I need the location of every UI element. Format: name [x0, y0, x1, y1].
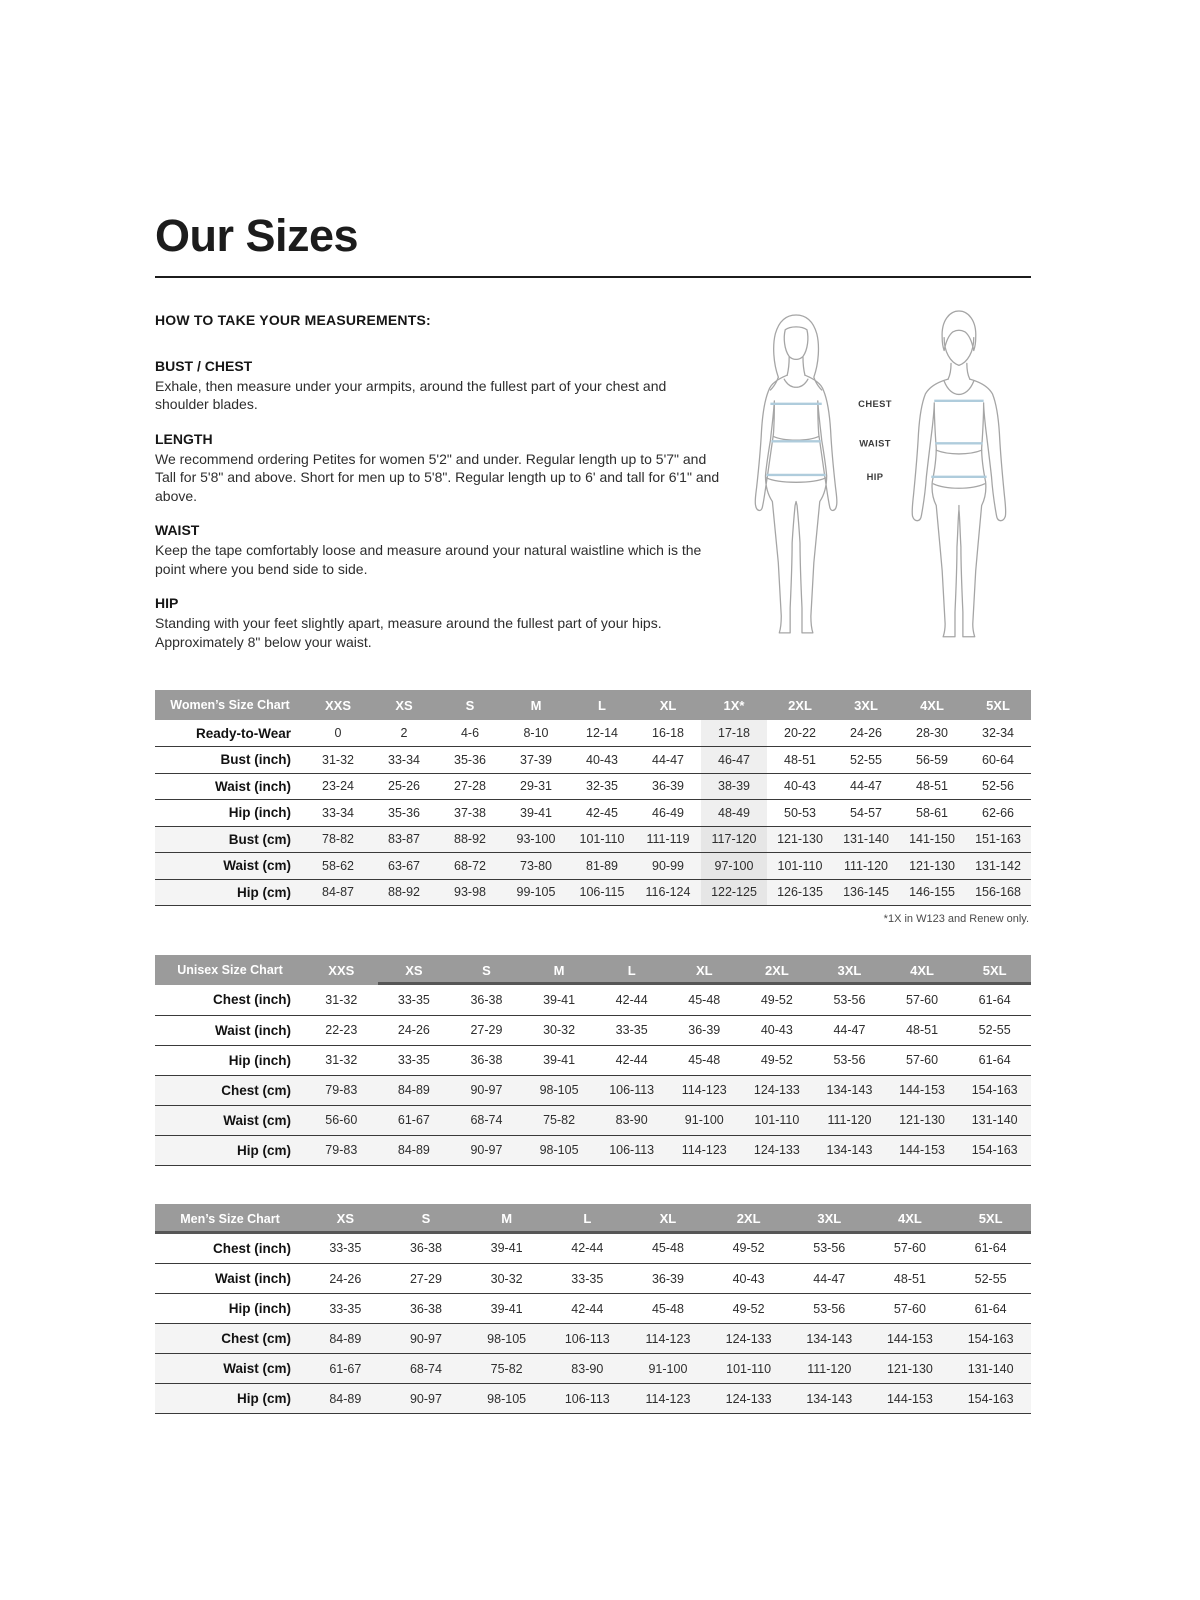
size-cell: 111-120 [813, 1105, 886, 1135]
size-cell: 37-39 [503, 747, 569, 774]
size-cell: 45-48 [668, 985, 741, 1015]
size-cell: 111-120 [833, 853, 899, 880]
size-cell: 114-123 [628, 1384, 709, 1414]
size-cell: 90-97 [450, 1075, 523, 1105]
column-header-xs: XS [371, 690, 437, 720]
size-cell: 42-44 [547, 1234, 628, 1264]
size-cell: 39-41 [466, 1294, 547, 1324]
size-cell: 114-123 [628, 1324, 709, 1354]
size-cell: 91-100 [628, 1354, 709, 1384]
size-cell: 33-35 [595, 1015, 668, 1045]
size-cell: 27-28 [437, 773, 503, 800]
size-cell: 93-98 [437, 879, 503, 906]
size-cell: 54-57 [833, 800, 899, 827]
size-cell: 23-24 [305, 773, 371, 800]
size-cell: 32-35 [569, 773, 635, 800]
size-cell: 60-64 [965, 747, 1031, 774]
unisex-size-chart [155, 955, 1031, 1166]
size-cell: 114-123 [668, 1075, 741, 1105]
size-cell: 146-155 [899, 879, 965, 906]
size-cell: 83-87 [371, 826, 437, 853]
section-title: LENGTH [155, 430, 213, 447]
size-cell: 33-35 [547, 1264, 628, 1294]
size-cell: 39-41 [523, 1045, 596, 1075]
section-title: BUST / CHEST [155, 358, 253, 374]
column-header-s: S [437, 690, 503, 720]
table-row [155, 985, 1031, 1015]
size-cell: 32-34 [965, 720, 1031, 747]
row-label: Hip (cm) [155, 1135, 305, 1165]
size-cell: 4-6 [437, 720, 503, 747]
column-header-5xl: 5XL [958, 955, 1031, 985]
size-cell: 36-39 [668, 1015, 741, 1045]
size-cell: 8-10 [503, 720, 569, 747]
size-cell: 48-51 [899, 773, 965, 800]
column-header-4xl: 4XL [886, 955, 959, 985]
size-cell: 53-56 [789, 1234, 870, 1264]
size-cell: 154-163 [958, 1135, 1031, 1165]
chest-label: CHEST [858, 398, 892, 409]
size-cell: 56-59 [899, 747, 965, 774]
size-cell: 53-56 [813, 985, 886, 1015]
size-cell: 42-44 [547, 1294, 628, 1324]
size-cell: 52-55 [833, 747, 899, 774]
section-title: WAIST [155, 522, 200, 539]
size-cell: 42-44 [595, 985, 668, 1015]
column-header-m: M [466, 1204, 547, 1234]
size-cell: 0 [305, 720, 371, 747]
size-cell: 31-32 [305, 747, 371, 774]
size-cell: 35-36 [371, 800, 437, 827]
size-cell: 33-35 [378, 1045, 451, 1075]
size-cell: 121-130 [899, 853, 965, 880]
size-cell: 33-35 [378, 985, 451, 1015]
size-cell: 57-60 [870, 1294, 951, 1324]
table-row [155, 1354, 1031, 1384]
size-cell: 88-92 [371, 879, 437, 906]
size-cell: 12-14 [569, 720, 635, 747]
size-chart-footnote: *1X in W123 and Renew only. [883, 913, 1029, 926]
size-cell: 61-67 [378, 1105, 451, 1135]
table-row [155, 1324, 1031, 1354]
table-row [155, 720, 1031, 747]
table-row [155, 1234, 1031, 1264]
size-cell: 29-31 [503, 773, 569, 800]
womens-size-chart [155, 690, 1031, 906]
column-header-s: S [386, 1204, 467, 1234]
size-cell: 154-163 [950, 1324, 1031, 1354]
hip-label: HIP [866, 471, 884, 482]
size-cell: 17-18 [701, 720, 767, 747]
column-header-2xl: 2XL [767, 690, 833, 720]
size-cell: 106-115 [569, 879, 635, 906]
size-cell: 134-143 [789, 1384, 870, 1414]
figure-svg [725, 292, 1031, 642]
size-cell: 136-145 [833, 879, 899, 906]
column-header-xs: XS [378, 955, 451, 985]
body-measurement-illustration [725, 292, 1031, 668]
size-cell: 46-49 [635, 800, 701, 827]
size-cell: 144-153 [870, 1324, 951, 1354]
size-cell: 83-90 [547, 1354, 628, 1384]
column-header-s: S [450, 955, 523, 985]
table-title: Men’s Size Chart [155, 1204, 305, 1234]
size-cell: 98-105 [523, 1135, 596, 1165]
size-cell: 40-43 [569, 747, 635, 774]
column-header-l: L [569, 690, 635, 720]
section-body: Standing with your feet slightly apart, measure around the fullest part of your hips. Approximately 8" below your waist. [155, 615, 662, 650]
size-cell: 90-99 [635, 853, 701, 880]
column-header-xxs: XXS [305, 690, 371, 720]
size-cell: 44-47 [789, 1264, 870, 1294]
column-header-xl: XL [668, 955, 741, 985]
size-cell: 75-82 [523, 1105, 596, 1135]
mens-size-chart [155, 1204, 1031, 1415]
size-cell: 106-113 [547, 1324, 628, 1354]
size-cell: 31-32 [305, 985, 378, 1015]
row-label: Waist (inch) [155, 1015, 305, 1045]
title-divider [155, 276, 1031, 278]
table-row [155, 1075, 1031, 1105]
waist-label: WAIST [859, 438, 891, 449]
size-cell: 39-41 [503, 800, 569, 827]
section-bust-chest [155, 358, 723, 414]
table-row [155, 800, 1031, 827]
size-cell: 68-74 [386, 1354, 467, 1384]
header-row [155, 1204, 1031, 1234]
column-header-5xl: 5XL [950, 1204, 1031, 1234]
table-row [155, 1135, 1031, 1165]
size-cell: 52-56 [965, 773, 1031, 800]
row-label: Chest (inch) [155, 1234, 305, 1264]
size-cell: 126-135 [767, 879, 833, 906]
size-cell: 46-47 [701, 747, 767, 774]
column-header-2xl: 2XL [708, 1204, 789, 1234]
row-label: Hip (cm) [155, 879, 305, 906]
size-cell: 68-72 [437, 853, 503, 880]
unisex-size-chart [155, 955, 1031, 1166]
row-label: Hip (inch) [155, 1294, 305, 1324]
size-cell: 91-100 [668, 1105, 741, 1135]
table-row [155, 826, 1031, 853]
size-cell: 48-51 [870, 1264, 951, 1294]
size-cell: 49-52 [741, 1045, 814, 1075]
table-row [155, 1015, 1031, 1045]
size-cell: 88-92 [437, 826, 503, 853]
size-cell: 24-26 [833, 720, 899, 747]
size-cell: 106-113 [547, 1384, 628, 1414]
column-header-4xl: 4XL [870, 1204, 951, 1234]
size-cell: 68-74 [450, 1105, 523, 1135]
column-header-l: L [547, 1204, 628, 1234]
size-cell: 61-64 [950, 1294, 1031, 1324]
size-cell: 98-105 [523, 1075, 596, 1105]
size-cell: 61-67 [305, 1354, 386, 1384]
size-cell: 48-51 [886, 1015, 959, 1045]
size-cell: 84-89 [305, 1384, 386, 1414]
size-cell: 124-133 [741, 1135, 814, 1165]
size-cell: 30-32 [466, 1264, 547, 1294]
size-cell: 97-100 [701, 853, 767, 880]
size-cell: 111-120 [789, 1354, 870, 1384]
size-cell: 131-142 [965, 853, 1031, 880]
row-label: Chest (cm) [155, 1075, 305, 1105]
size-cell: 2 [371, 720, 437, 747]
size-cell: 53-56 [813, 1045, 886, 1075]
table-title: Women’s Size Chart [155, 690, 305, 720]
size-cell: 121-130 [767, 826, 833, 853]
size-cell: 24-26 [378, 1015, 451, 1045]
size-cell: 58-61 [899, 800, 965, 827]
table-row [155, 1384, 1031, 1414]
instructions-heading: HOW TO TAKE YOUR MEASUREMENTS: [155, 312, 431, 328]
size-cell: 154-163 [958, 1075, 1031, 1105]
table-row [155, 1105, 1031, 1135]
table-title: Unisex Size Chart [155, 955, 305, 985]
row-label: Bust (cm) [155, 826, 305, 853]
size-cell: 101-110 [569, 826, 635, 853]
size-cell: 57-60 [870, 1234, 951, 1264]
size-cell: 62-66 [965, 800, 1031, 827]
size-cell: 57-60 [886, 985, 959, 1015]
row-label: Ready-to-Wear [155, 720, 305, 747]
size-cell: 121-130 [886, 1105, 959, 1135]
size-cell: 49-52 [708, 1234, 789, 1264]
size-cell: 33-34 [371, 747, 437, 774]
size-cell: 151-163 [965, 826, 1031, 853]
size-cell: 38-39 [701, 773, 767, 800]
size-cell: 22-23 [305, 1015, 378, 1045]
size-cell: 33-35 [305, 1234, 386, 1264]
size-cell: 33-34 [305, 800, 371, 827]
size-cell: 131-140 [958, 1105, 1031, 1135]
section-title: HIP [155, 595, 179, 612]
section-length [155, 431, 723, 505]
section-body: Keep the tape comfortably loose and measure around your natural waistline which is the point where you bend side to side. [155, 542, 702, 577]
size-cell: 44-47 [635, 747, 701, 774]
size-cell: 106-113 [595, 1075, 668, 1105]
column-header-5xl: 5XL [965, 690, 1031, 720]
female-figure [755, 315, 837, 633]
size-cell: 144-153 [886, 1075, 959, 1105]
size-cell: 37-38 [437, 800, 503, 827]
size-cell: 30-32 [523, 1015, 596, 1045]
size-cell: 101-110 [708, 1354, 789, 1384]
size-cell: 131-140 [833, 826, 899, 853]
size-cell: 40-43 [741, 1015, 814, 1045]
size-cell: 45-48 [668, 1045, 741, 1075]
header-row [155, 955, 1031, 985]
section-body: We recommend ordering Petites for women 5'2" and under. Regular length up to 5'7" and Tall for 5'8" and above. Short for men up to 5'8". Regular length up to 6' and tall for 6'1" and above. [155, 450, 720, 504]
size-cell: 134-143 [813, 1135, 886, 1165]
size-cell: 114-123 [668, 1135, 741, 1165]
row-label: Waist (inch) [155, 773, 305, 800]
size-cell: 122-125 [701, 879, 767, 906]
column-header-xs: XS [305, 1204, 386, 1234]
row-label: Waist (cm) [155, 853, 305, 880]
measurement-guide [155, 306, 1031, 668]
size-cell: 144-153 [886, 1135, 959, 1165]
size-cell: 31-32 [305, 1045, 378, 1075]
section-hip [155, 595, 723, 651]
size-cell: 116-124 [635, 879, 701, 906]
row-label: Hip (inch) [155, 1045, 305, 1075]
size-cell: 154-163 [950, 1384, 1031, 1414]
size-cell: 141-150 [899, 826, 965, 853]
size-cell: 16-18 [635, 720, 701, 747]
size-cell: 48-51 [767, 747, 833, 774]
column-header-m: M [523, 955, 596, 985]
size-cell: 124-133 [708, 1324, 789, 1354]
size-cell: 42-44 [595, 1045, 668, 1075]
size-cell: 40-43 [708, 1264, 789, 1294]
column-header-2xl: 2XL [741, 955, 814, 985]
womens-size-chart [155, 690, 1031, 906]
size-cell: 75-82 [466, 1354, 547, 1384]
row-label: Hip (cm) [155, 1384, 305, 1414]
size-cell: 52-55 [958, 1015, 1031, 1045]
column-header-xl: XL [635, 690, 701, 720]
size-cell: 121-130 [870, 1354, 951, 1384]
table-row [155, 1045, 1031, 1075]
size-cell: 84-89 [378, 1135, 451, 1165]
size-cell: 156-168 [965, 879, 1031, 906]
size-cell: 84-89 [305, 1324, 386, 1354]
size-cell: 49-52 [708, 1294, 789, 1324]
row-label: Waist (cm) [155, 1105, 305, 1135]
size-cell: 98-105 [466, 1324, 547, 1354]
size-cell: 56-60 [305, 1105, 378, 1135]
row-label: Waist (inch) [155, 1264, 305, 1294]
male-figure [912, 311, 1006, 637]
row-label: Bust (inch) [155, 747, 305, 774]
size-cell: 27-29 [450, 1015, 523, 1045]
size-cell: 48-49 [701, 800, 767, 827]
size-cell: 57-60 [886, 1045, 959, 1075]
size-cell: 93-100 [503, 826, 569, 853]
size-cell: 40-43 [767, 773, 833, 800]
size-cell: 124-133 [741, 1075, 814, 1105]
table-row [155, 879, 1031, 906]
size-cell: 27-29 [386, 1264, 467, 1294]
size-cell: 79-83 [305, 1135, 378, 1165]
size-cell: 63-67 [371, 853, 437, 880]
size-cell: 42-45 [569, 800, 635, 827]
size-cell: 98-105 [466, 1384, 547, 1414]
size-cell: 45-48 [628, 1294, 709, 1324]
size-cell: 36-39 [628, 1264, 709, 1294]
size-cell: 84-89 [378, 1075, 451, 1105]
row-label: Chest (inch) [155, 985, 305, 1015]
column-header-3xl: 3XL [813, 955, 886, 985]
column-header-1x: 1X* [701, 690, 767, 720]
size-cell: 101-110 [741, 1105, 814, 1135]
column-header-xxs: XXS [305, 955, 378, 985]
measurement-instructions [155, 306, 723, 668]
size-cell: 131-140 [950, 1354, 1031, 1384]
column-header-3xl: 3XL [789, 1204, 870, 1234]
size-cell: 101-110 [767, 853, 833, 880]
size-cell: 90-97 [450, 1135, 523, 1165]
size-cell: 78-82 [305, 826, 371, 853]
size-cell: 117-120 [701, 826, 767, 853]
size-cell: 61-64 [950, 1234, 1031, 1264]
header-row [155, 690, 1031, 720]
size-cell: 35-36 [437, 747, 503, 774]
table-row [155, 853, 1031, 880]
size-cell: 99-105 [503, 879, 569, 906]
size-cell: 58-62 [305, 853, 371, 880]
section-body: Exhale, then measure under your armpits, around the fullest part of your chest and shoulder blades. [155, 378, 667, 413]
size-cell: 90-97 [386, 1324, 467, 1354]
column-header-l: L [595, 955, 668, 985]
size-cell: 52-55 [950, 1264, 1031, 1294]
size-cell: 134-143 [789, 1324, 870, 1354]
size-cell: 134-143 [813, 1075, 886, 1105]
page-content [155, 0, 1031, 1414]
size-cell: 83-90 [595, 1105, 668, 1135]
size-cell: 53-56 [789, 1294, 870, 1324]
row-label: Waist (cm) [155, 1354, 305, 1384]
size-cell: 79-83 [305, 1075, 378, 1105]
column-header-4xl: 4XL [899, 690, 965, 720]
size-cell: 49-52 [741, 985, 814, 1015]
size-cell: 36-38 [450, 1045, 523, 1075]
row-label: Hip (inch) [155, 800, 305, 827]
column-header-3xl: 3XL [833, 690, 899, 720]
size-cell: 90-97 [386, 1384, 467, 1414]
row-label: Chest (cm) [155, 1324, 305, 1354]
size-cell: 61-64 [958, 1045, 1031, 1075]
size-cell: 61-64 [958, 985, 1031, 1015]
size-cell: 20-22 [767, 720, 833, 747]
size-cell: 84-87 [305, 879, 371, 906]
size-cell: 73-80 [503, 853, 569, 880]
size-cell: 39-41 [466, 1234, 547, 1264]
size-cell: 111-119 [635, 826, 701, 853]
size-cell: 36-39 [635, 773, 701, 800]
table-row [155, 773, 1031, 800]
size-cell: 36-38 [386, 1234, 467, 1264]
size-cell: 39-41 [523, 985, 596, 1015]
size-cell: 24-26 [305, 1264, 386, 1294]
section-waist [155, 522, 723, 578]
size-cell: 144-153 [870, 1384, 951, 1414]
table-row [155, 1264, 1031, 1294]
size-cell: 81-89 [569, 853, 635, 880]
column-header-xl: XL [628, 1204, 709, 1234]
table-row [155, 1294, 1031, 1324]
size-cell: 50-53 [767, 800, 833, 827]
mens-size-chart [155, 1204, 1031, 1415]
page-title: Our Sizes [155, 210, 359, 261]
column-header-m: M [503, 690, 569, 720]
size-cell: 45-48 [628, 1234, 709, 1264]
table-row [155, 747, 1031, 774]
size-cell: 25-26 [371, 773, 437, 800]
size-cell: 106-113 [595, 1135, 668, 1165]
size-cell: 36-38 [386, 1294, 467, 1324]
size-cell: 33-35 [305, 1294, 386, 1324]
size-cell: 44-47 [813, 1015, 886, 1045]
size-cell: 124-133 [708, 1384, 789, 1414]
size-cell: 28-30 [899, 720, 965, 747]
size-cell: 44-47 [833, 773, 899, 800]
size-cell: 36-38 [450, 985, 523, 1015]
